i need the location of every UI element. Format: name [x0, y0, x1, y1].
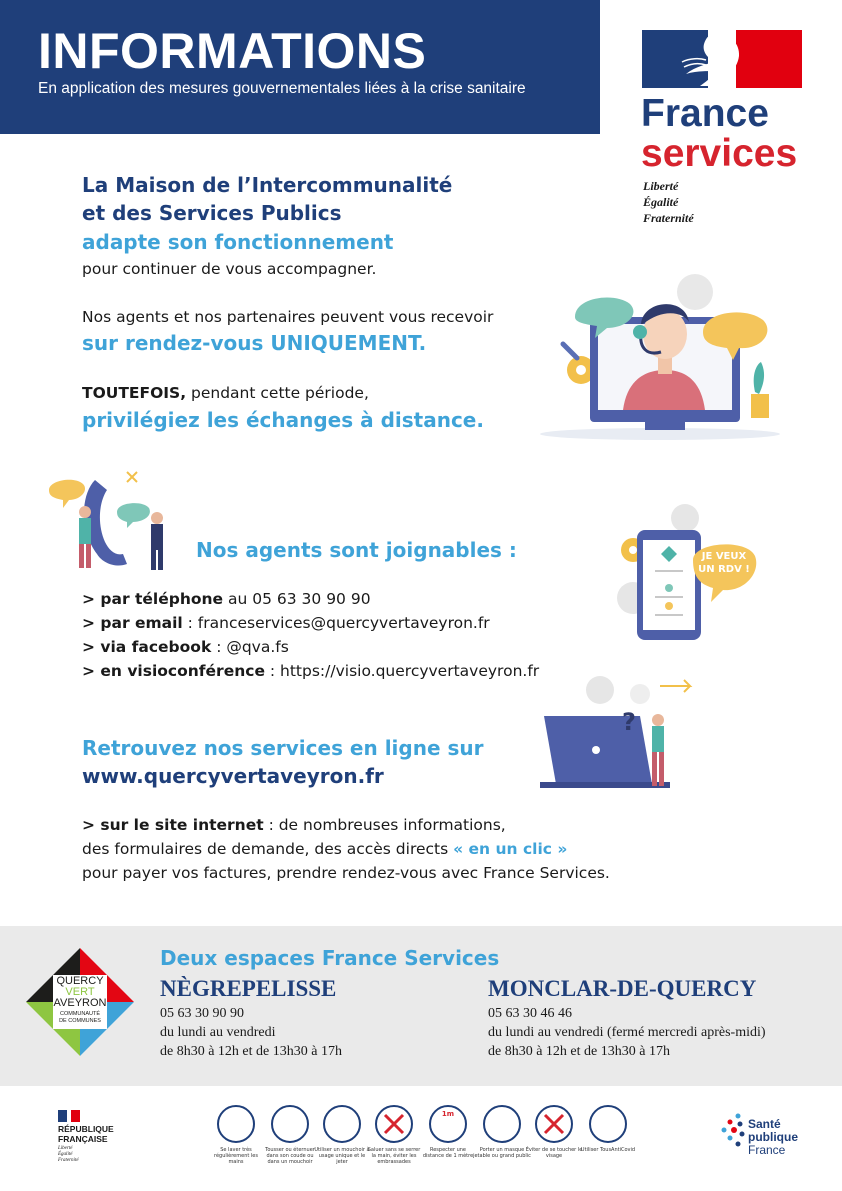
contact-facebook-value[interactable]: : @qva.fs — [211, 638, 289, 656]
motto-egalite: Égalité — [643, 195, 679, 209]
gesture-label-4: Saluer sans se serrer la main, éviter les embrassades — [367, 1147, 421, 1165]
contact-visio-value[interactable]: : https://visio.quercyvertaveyron.fr — [264, 662, 540, 680]
gesture-label-6: Porter un masque jetable ou grand public — [473, 1147, 531, 1159]
location-1-hours: de 8h30 à 12h et de 13h30 à 17h — [160, 1044, 342, 1059]
phone-app-icon — [589, 1105, 627, 1143]
motto-fraternite: Fraternité — [643, 211, 694, 225]
rf-motto-egalite: Égalité — [58, 1152, 73, 1157]
location-2-phone[interactable]: 05 63 30 46 46 — [488, 1006, 572, 1021]
tissue-icon — [323, 1105, 361, 1143]
online-para-1 — [82, 816, 506, 834]
online-para-2 — [82, 840, 567, 858]
rf-line2: FRANÇAISE — [58, 1133, 108, 1144]
sp-line2: publique — [748, 1130, 798, 1144]
sante-publique-france-logo — [748, 1118, 798, 1157]
intro-line-7-rest: pendant cette période, — [186, 384, 369, 402]
contact-facebook-label: > via facebook — [82, 638, 212, 656]
contact-visio-label: > en visioconférence — [82, 662, 265, 680]
location-1-name: NÈGREPELISSE — [160, 976, 337, 1001]
phone-call-illustration — [45, 468, 185, 578]
online-heading: Retrouvez nos services en ligne sur — [82, 736, 484, 760]
contact-phone-value[interactable]: au 05 63 30 90 90 — [223, 590, 371, 608]
gesture-label-1: Se laver très régulièrement les mains — [214, 1147, 258, 1165]
contact-email — [82, 614, 490, 632]
laptop-illustration — [540, 672, 710, 794]
locations-heading: Deux espaces France Services — [160, 946, 500, 970]
location-1-phone[interactable]: 05 63 30 90 90 — [160, 1006, 244, 1021]
intro-line-7 — [82, 384, 369, 402]
rdv-bubble-text — [692, 550, 756, 576]
intro-line-2: et des Services Publics — [82, 201, 342, 225]
sante-publique-dots-icon — [720, 1112, 746, 1148]
qva-de-communes: DE COMMUNES — [59, 1018, 101, 1024]
contact-phone-label: > par téléphone — [82, 590, 224, 608]
contact-visio — [82, 662, 539, 680]
rf-line1: RÉPUBLIQUE — [58, 1124, 114, 1134]
intro-line-7-bold: TOUTEFOIS, — [82, 384, 187, 402]
sp-line3: France — [748, 1143, 786, 1157]
video-call-illustration — [535, 262, 785, 442]
intro-line-4: pour continuer de vous accompagner. — [82, 260, 377, 278]
rdv-bubble-line2: UN RDV ! — [698, 564, 750, 575]
hand-wash-icon — [217, 1105, 255, 1143]
website-link[interactable]: www.quercyvertaveyron.fr — [82, 764, 384, 788]
location-1-days: du lundi au vendredi — [160, 1025, 276, 1040]
contact-heading: Nos agents sont joignables : — [196, 538, 517, 562]
gesture-label-5: Respecter une distance de 1 mètre — [422, 1147, 474, 1159]
distance-icon — [429, 1105, 467, 1143]
gesture-label-8: Utiliser TousAntiCovid — [580, 1147, 636, 1153]
online-para-2-text: des formulaires de demande, des accès directs — [82, 840, 454, 858]
cough-elbow-icon — [271, 1105, 309, 1143]
motto-liberte: Liberté — [643, 179, 679, 193]
gesture-label-3: Utiliser un mouchoir à usage unique et le jeter — [314, 1147, 370, 1165]
gesture-label-7: Éviter de se toucher le visage — [525, 1147, 583, 1159]
online-para-1-bold: > sur le site internet — [82, 816, 264, 834]
online-para-2-highlight: « en un clic » — [453, 840, 568, 858]
logo-motto — [643, 178, 694, 226]
location-2-name: MONCLAR-DE-QUERCY — [488, 976, 757, 1001]
intro-line-6: sur rendez-vous UNIQUEMENT. — [82, 331, 427, 355]
location-2-hours: de 8h30 à 12h et de 13h30 à 17h — [488, 1044, 670, 1059]
republique-francaise-label — [58, 1125, 114, 1144]
qva-aveyron: AVEYRON — [53, 997, 107, 1009]
rdv-bubble-line1: JE VEUX — [701, 551, 747, 562]
no-handshake-icon — [375, 1105, 413, 1143]
france-services-logo-line1: France — [641, 92, 769, 135]
sp-line1: Santé — [748, 1117, 781, 1131]
qva-quercy: QUERCY — [56, 975, 104, 987]
no-face-touch-icon — [535, 1105, 573, 1143]
online-para-3: pour payer vos factures, prendre rendez-vous avec France Services. — [82, 864, 610, 882]
contact-email-value[interactable]: : franceservices@quercyvertaveyron.fr — [182, 614, 490, 632]
intro-line-3: adapte son fonctionnement — [82, 230, 394, 254]
contact-facebook — [82, 638, 289, 656]
location-1-details — [160, 1004, 342, 1061]
rf-motto-fraternite: Fraternité — [58, 1158, 79, 1163]
page-subtitle: En application des mesures gouvernementales liées à la crise sanitaire — [38, 80, 526, 97]
svg-text:?: ? — [622, 708, 636, 736]
contact-phone — [82, 590, 371, 608]
gesture-label-2: Tousser ou éternuer dans son coude ou dans un mouchoir — [265, 1147, 315, 1165]
intro-line-5: Nos agents et nos partenaires peuvent vous recevoir — [82, 308, 494, 326]
intro-line-8: privilégiez les échanges à distance. — [82, 408, 484, 432]
france-services-logo-line2: services — [641, 132, 798, 175]
rf-motto-liberte: Liberté — [58, 1146, 73, 1151]
location-2-details — [488, 1004, 766, 1061]
mask-icon — [483, 1105, 521, 1143]
qva-communaute: COMMUNAUTÉ — [59, 1011, 101, 1017]
intro-line-1: La Maison de l’Intercommunalité — [82, 173, 453, 197]
online-para-1-rest: : de nombreuses informations, — [263, 816, 506, 834]
location-2-days: du lundi au vendredi (fermé mercredi après-midi) — [488, 1025, 766, 1040]
distance-label: 1m — [441, 1110, 455, 1118]
page-title: INFORMATIONS — [38, 23, 427, 79]
contact-email-label: > par email — [82, 614, 183, 632]
marianne-flag-logo — [642, 30, 802, 88]
republique-francaise-motto — [58, 1146, 79, 1164]
qva-vert: VERT — [65, 986, 95, 998]
qva-logo-text — [44, 976, 116, 1025]
republique-francaise-flag-icon — [58, 1110, 80, 1122]
